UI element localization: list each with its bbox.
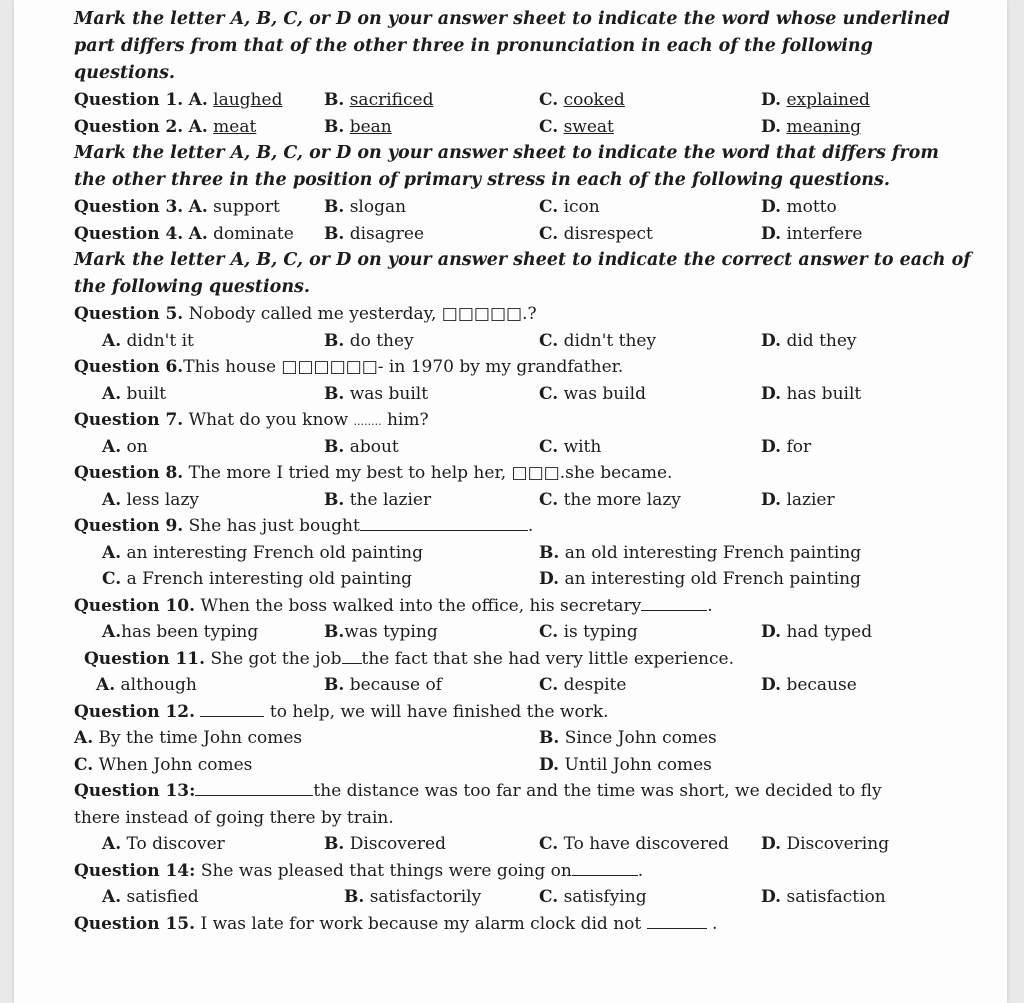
question-13-stem-cont: there instead of going there by train. [74,807,394,828]
option-c: sweat [563,116,614,137]
question-7-stem [74,407,974,434]
question-text-end: the fact that she had very little experience. [361,648,734,669]
option-c: was build [563,383,646,404]
option-letter: C. [539,489,559,510]
answer-blank [647,911,707,929]
stress-instruction: Mark the letter A, B, C, or D on your answer sheet to indicate the word that differs from the other three in the position of primary stress in each of the following questions. [74,143,939,190]
option-b: an old interesting French painting [564,542,862,563]
option-b: Since John comes [564,728,717,748]
question-3 [74,194,974,221]
option-letter: D. [761,834,782,854]
option-d: for [786,436,812,457]
answer-blank [195,778,313,796]
answer-blank [342,646,362,664]
question-6-stem [74,354,974,381]
question-label: Question 4. [74,223,184,244]
option-letter: B. [324,223,345,244]
option-b: because of [349,675,442,695]
option-a: meat [213,116,257,137]
question-10-options [74,619,974,646]
option-a: an interesting French old painting [126,542,423,563]
question-5-options [74,328,974,355]
option-c: To have discovered [563,834,729,854]
question-label: Question 11. [84,648,206,669]
option-c: When John comes [98,754,253,775]
option-c: a French interesting old painting [126,569,413,589]
option-letter: A. [102,542,122,563]
option-letter: B. [324,116,345,137]
option-letter: C. [539,834,559,854]
option-letter: B. [344,887,365,907]
option-letter: A. [74,728,94,748]
option-a: To discover [126,834,225,854]
option-letter: B. [324,436,345,457]
question-label: Question 2. [74,116,184,137]
question-14-options [74,884,974,911]
answer-blank [572,858,638,876]
question-label: Question 10. [74,595,196,616]
option-letter: C. [74,754,94,775]
option-letter: B. [324,383,345,404]
question-label: Question 3. [74,197,184,217]
option-d: lazier [786,489,835,510]
option-letter: C. [539,197,559,217]
question-text: to help, we will have finished the work. [269,701,609,722]
option-letter: A. [188,116,208,137]
option-letter: D. [761,197,782,217]
question-14-stem: Question 14: She was pleased that things were going on . [74,858,974,885]
option-b: Discovered [349,834,446,854]
option-letter: B. [324,197,345,217]
option-c: didn't they [563,330,657,351]
option-d: explained [786,90,870,110]
question-15-stem: Question 15. I was late for work because my alarm clock did not . [74,911,974,938]
option-b: bean [349,116,392,137]
option-letter: A. [188,197,208,217]
question-13-options [74,831,974,858]
question-label: Question 6. [74,357,184,377]
option-c: the more lazy [563,489,681,510]
option-letter: D. [761,675,782,695]
correct-answer-instruction: Mark the letter A, B, C, or D on your answer sheet to indicate the correct answer to each of the following questions. [74,250,971,297]
option-a: By the time John comes [98,728,303,748]
question-text: What do you know [188,410,349,430]
option-letter: C. [539,436,559,457]
question-5-stem [74,301,974,328]
option-a: on [126,436,148,457]
option-letter: B. [324,90,345,110]
question-text: When the boss walked into the office, his secretary [200,595,642,616]
option-letter: A. [102,834,122,854]
question-text: She has just bought [188,516,360,536]
answer-blank: ........ [353,415,382,428]
option-b: about [349,436,399,457]
option-letter: C. [539,383,559,404]
pronunciation-instruction: Mark the letter A, B, C, or D on your answer sheet to indicate the word whose underlined part differs from that of the other three in pronunciation in each of the following questions. [74,9,950,83]
option-letter: C. [539,116,559,137]
option-letter: B. [324,622,345,642]
option-a: less lazy [126,489,199,510]
question-text: Nobody called me yesterday, □□□□□.? [188,304,537,324]
option-a: built [126,383,167,404]
option-letter: A. [102,489,122,510]
question-text: I was late for work because my alarm clock did not [200,913,642,934]
option-letter: D. [761,223,782,244]
worksheet-page [14,0,1007,1003]
question-7-options [74,434,974,461]
option-letter: C. [539,622,559,642]
option-d: Until John comes [564,754,712,775]
question-12-stem [74,699,974,726]
option-letter: C. [539,887,559,907]
option-c: disrespect [563,223,653,244]
question-11-stem [74,646,974,673]
question-text: She was pleased that things were going on [200,860,572,881]
option-d: interfere [786,223,863,244]
option-letter: D. [539,754,560,775]
option-b: disagree [349,223,425,244]
option-c: icon [563,197,600,217]
answer-blank [641,593,707,611]
question-label: Question 12. [74,701,196,722]
question-label: Question 9. [74,516,184,536]
option-letter: B. [324,834,345,854]
option-letter: A. [102,383,122,404]
option-b: slogan [349,197,407,217]
question-label: Question 7. [74,410,184,430]
option-letter: B. [539,542,560,563]
option-letter: A. [102,622,122,642]
option-letter: A. [102,330,122,351]
option-letter: D. [761,330,782,351]
option-d: Discovering [786,834,890,854]
option-c: despite [563,675,627,695]
option-letter: B. [324,330,345,351]
question-8-stem [74,460,974,487]
question-13-stem [74,778,974,805]
option-d: motto [786,197,837,217]
question-11-options [74,672,974,699]
option-b: was built [349,383,429,404]
option-letter: B. [324,675,345,695]
option-d: satisfaction [786,887,886,907]
question-label: Question 1. [74,90,184,110]
option-letter: C. [539,223,559,244]
option-letter: D. [761,436,782,457]
option-b: sacrificed [349,90,434,110]
option-letter: D. [761,383,782,404]
option-b: the lazier [349,489,432,510]
option-d: had typed [786,622,873,642]
option-c: satisfying [563,887,647,907]
question-label: Question 8. [74,463,184,483]
question-text-end: him? [386,410,429,430]
question-text: the distance was too far and the time was short, we decided to fly [313,781,882,801]
option-d: because [786,675,857,695]
question-9-options-ab [74,540,974,567]
option-d: did they [786,330,857,351]
answer-blank [360,513,528,531]
option-letter: C. [539,330,559,351]
option-d: meaning [786,116,862,137]
question-9-options-cd [74,566,974,593]
option-a: satisfied [126,887,199,907]
question-1 [74,87,974,114]
worksheet-content [74,6,974,937]
option-b: was typing [344,622,438,642]
option-a: dominate [213,223,294,244]
option-d: has built [786,383,862,404]
question-9-stem: Question 9. She has just bought . [74,513,974,540]
option-letter: A. [188,90,208,110]
answer-blank [200,699,264,717]
question-label: Question 5. [74,304,184,324]
option-letter: A. [96,675,116,695]
option-letter: D. [761,489,782,510]
option-letter: D. [539,569,560,589]
option-b: do they [349,330,414,351]
option-a: has been typing [121,622,259,642]
option-a: support [213,197,280,217]
option-a: didn't it [126,330,194,351]
question-12-options-cd [74,752,974,779]
question-text: This house □□□□□□- in 1970 by my grandfather. [183,357,624,377]
option-letter: A. [102,887,122,907]
option-letter: B. [324,489,345,510]
question-label: Question 13: [74,781,196,801]
question-4 [74,221,974,248]
option-c: cooked [563,90,625,110]
option-letter: A. [102,436,122,457]
question-2 [74,114,974,141]
option-c: is typing [563,622,638,642]
option-d: an interesting old French painting [564,569,861,589]
option-letter: A. [188,223,208,244]
option-letter: C. [539,90,559,110]
option-letter: D. [761,116,782,137]
question-10-stem: Question 10. When the boss walked into the office, his secretary . [74,593,974,620]
question-text: She got the job [210,648,342,669]
option-letter: B. [539,728,560,748]
question-label: Question 15. [74,913,196,934]
option-b: satisfactorily [369,887,482,907]
option-letter: C. [539,675,559,695]
option-letter: D. [761,622,782,642]
question-label: Question 14: [74,860,196,881]
question-6-options [74,381,974,408]
option-a: laughed [213,90,283,110]
option-letter: D. [761,90,782,110]
option-letter: C. [102,569,122,589]
option-letter: D. [761,887,782,907]
option-c: with [563,436,602,457]
option-a: although [120,675,197,695]
question-12-options-ab [74,725,974,752]
question-text: The more I tried my best to help her, □□□.she became. [188,463,673,483]
question-8-options [74,487,974,514]
